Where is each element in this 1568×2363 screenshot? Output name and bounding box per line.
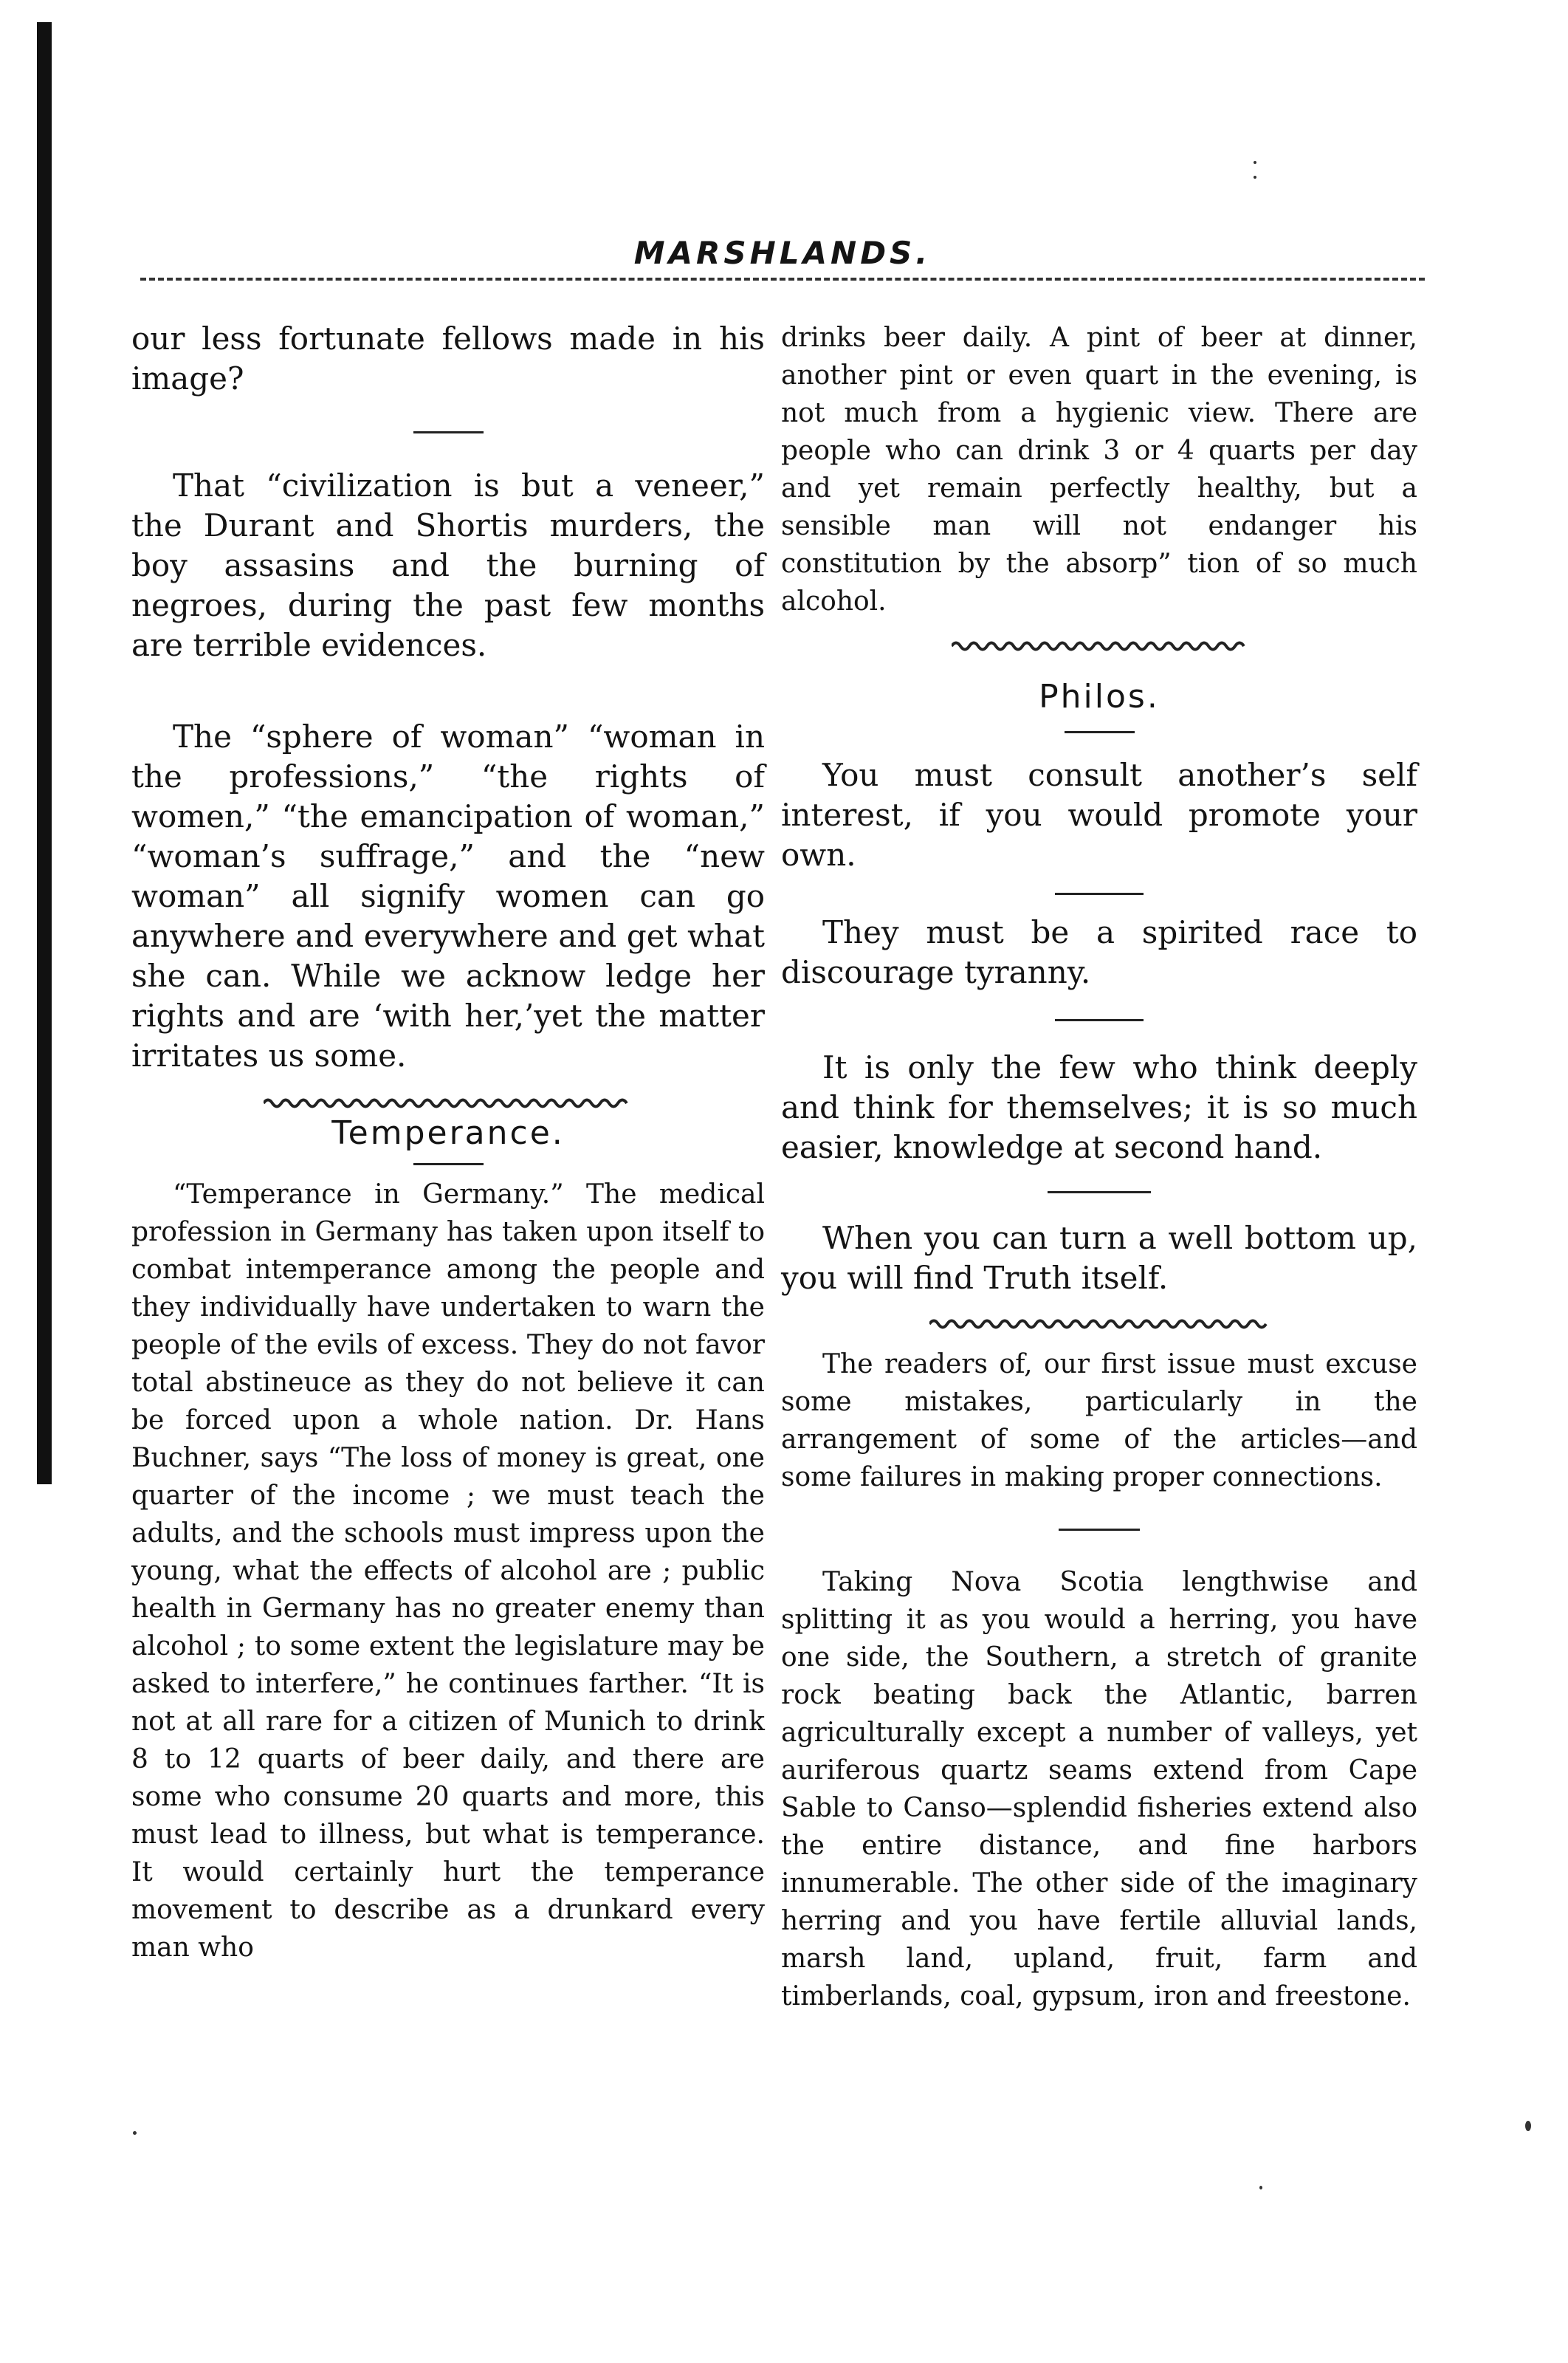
editors-notice: The readers of, our first issue must excuse some mistakes, particularly in the arrangement of some of the articles—and some failures in making proper connections. [781, 1349, 1417, 1492]
paragraph-civilization: That “civilization is but a veneer,” the Durant and Shortis murders, the boy assasins and the burning of negroes, during the past few months are terrible evidences. [131, 467, 765, 663]
maxim-think-deeply: It is only the few who think deeply and think for themselves; it is so much easier, knowledge at second hand. [781, 1049, 1417, 1165]
wavy-divider [952, 638, 1247, 654]
wavy-divider [264, 1095, 633, 1111]
maxim-truth: When you can turn a well bottom up, you will find Truth itself. [781, 1220, 1417, 1296]
right-column [781, 319, 1417, 2015]
masthead-rule [140, 278, 1425, 281]
paragraph-woman: The “sphere of woman” “woman in the professions,” “the rights of women,” “the emancipation of woman,” “woman’s suffrage,” and the “new woman” all signify women can go anywhere and everywhere and get what she can. While we acknow ledge her rights and are ‘with her,’yet the matter irritates us some. [131, 718, 765, 1074]
paragraph-image: our less fortunate fellows made in his image? [131, 320, 765, 397]
heading-philos: Philos. [1039, 678, 1160, 716]
heading-underline [413, 1163, 484, 1165]
wavy-divider [929, 1316, 1269, 1332]
page-binding-edge [37, 22, 52, 1484]
article-nova-scotia: Taking Nova Scotia lengthwise and splitting it as you would a herring, you have one side, the Southern, a stretch of granite rock beating back the Atlantic, barren agriculturally except a number of valleys, yet auriferous quartz seams extend from Cape Sable to Canso—splendid fisheries extend also the entire distance, and fine harbors innumerable. The other side of the imaginary herring and you have fertile alluvial lands, marsh land, upland, fruit, farm and timberlands, coal, gypsum, iron and freestone. [781, 1567, 1417, 2012]
article-temperance: “Temperance in Germany.” The medical profession in Germany has taken upon itself to combat intemperance among the people and they individually have undertaken to warn the people of the evils of excess. They do not favor total abstineuce as they do not believe it can be forced upon a whole nation. Dr. Hans Buchner, says “The loss of money is great, one quarter of the income ; we must teach the adults, and the schools must impress upon the young, what the effects of alcohol are ; public health in Germany has no greater enemy than alcohol ; to some extent the legislature may be asked to interfere,” he continues farther. “It is not at all rare for a citizen of Munich to drink 8 to 12 quarts of beer daily, and there are some who consume 20 quarts and more, this must lead to illness, but what is temperance. It would certainly hurt the temperance movement to describe as a drunkard every man who [131, 1179, 765, 1963]
heading-temperance: Temperance. [331, 1114, 565, 1152]
maxim-tyranny: They must be a spirited race to discourage tyranny. [781, 914, 1417, 990]
maxim-self-interest: You must consult another’s self interest, if you would promote your own. [781, 757, 1417, 873]
article-temperance-continued: drinks beer daily. A pint of beer at dinner, another pint or even quart in the evening, is not much from a hygienic view. There are people who can drink 3 or 4 quarts per day and yet remain perfectly healthy, but a sensible man will not endanger his constitution by the absorp” tion of so much alcohol. [781, 323, 1417, 617]
masthead-title: MARSHLANDS. [633, 235, 932, 271]
left-column [131, 319, 765, 1966]
masthead [140, 235, 1425, 281]
